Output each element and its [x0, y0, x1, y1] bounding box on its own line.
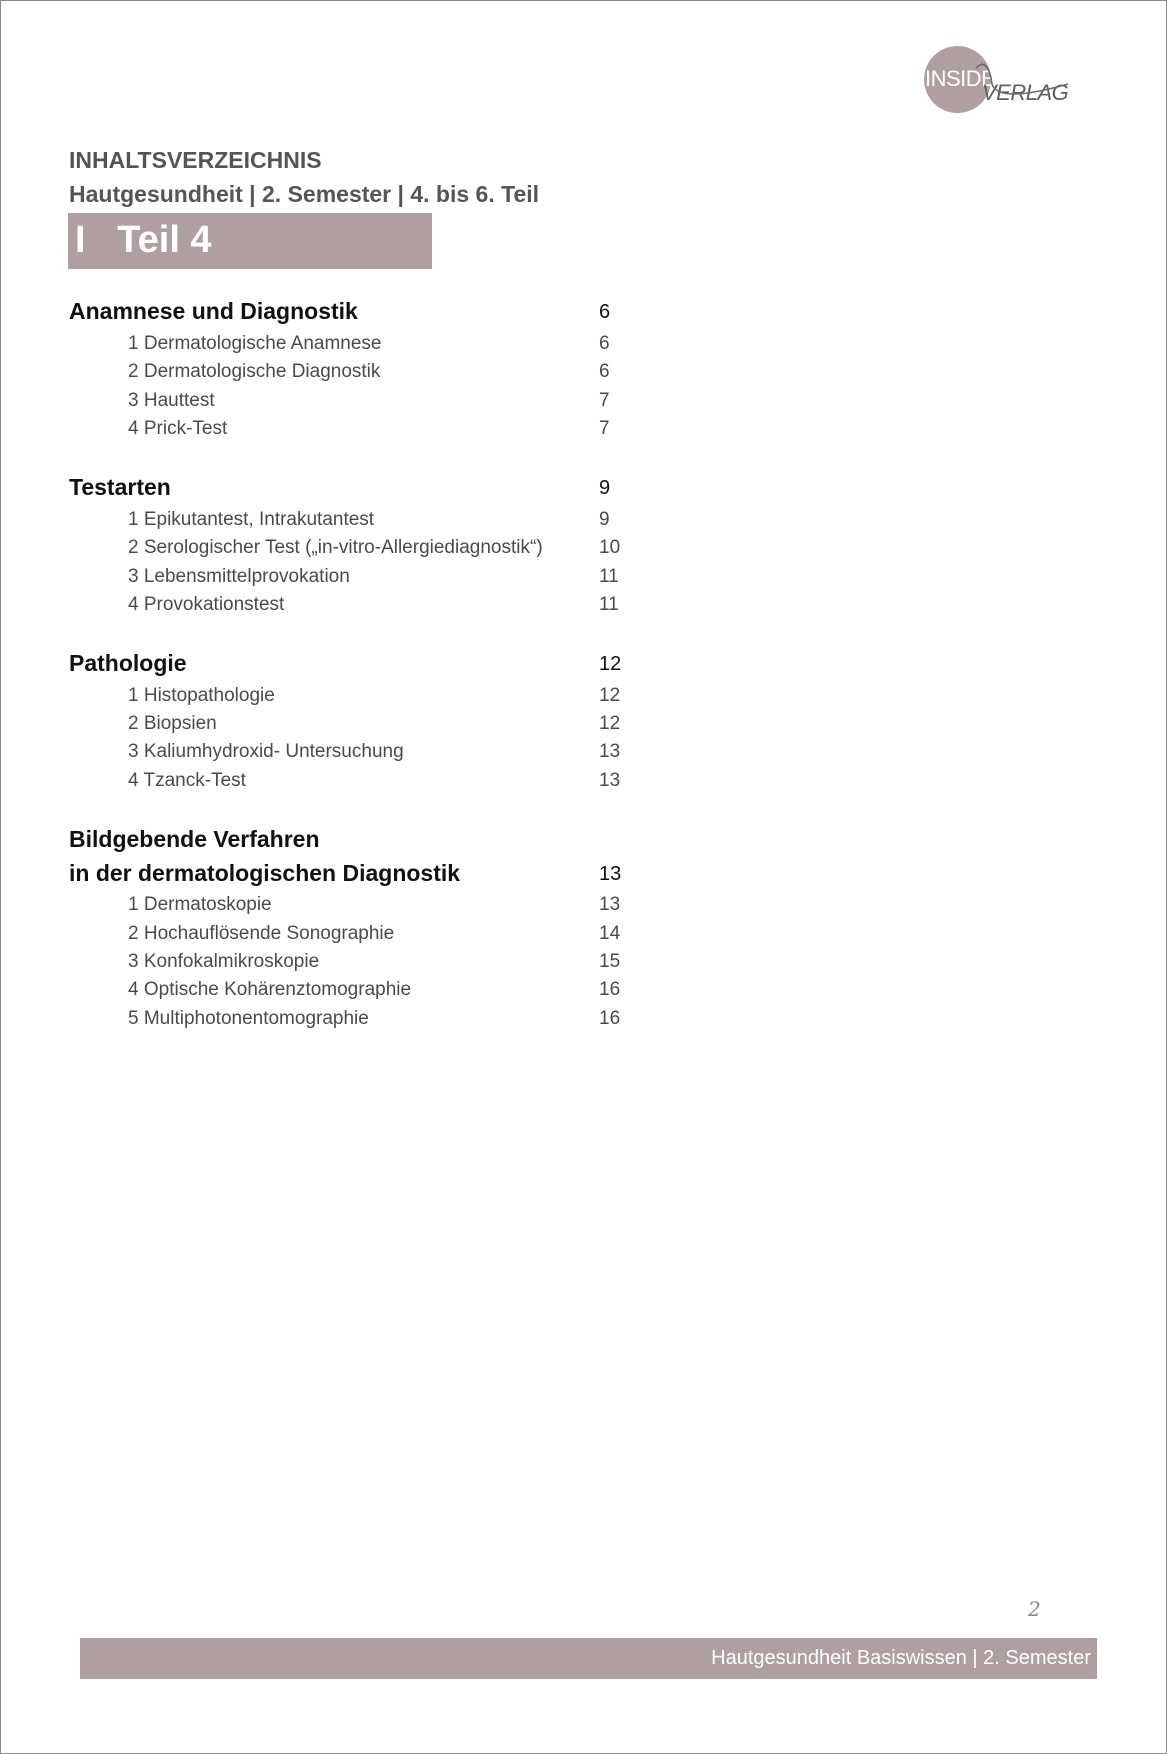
entry-page: 15: [599, 951, 621, 972]
toc-entry[interactable]: [0, 979, 700, 1009]
entry-label: 1 Dermatologische Anamnese: [128, 333, 382, 354]
chapter-title-continued: in der dermatologischen Diagnostik: [69, 860, 461, 886]
entry-page: 13: [599, 770, 621, 791]
entry-label: 2 Serologischer Test („in-vitro-Allergiediagnostik“): [128, 537, 543, 558]
toc-chapter[interactable]: [0, 474, 700, 504]
entry-label: 3 Konfokalmikroskopie: [128, 951, 320, 972]
publisher-logo: [918, 44, 1078, 124]
entry-label: 2 Hochauflösende Sonographie: [128, 923, 395, 944]
toc-entry[interactable]: [0, 333, 700, 363]
toc-chapter-line2[interactable]: [0, 860, 700, 890]
entry-page: 10: [599, 537, 621, 558]
toc-entry[interactable]: [0, 923, 700, 953]
part-banner: [68, 213, 432, 269]
entry-page: 14: [599, 923, 621, 944]
entry-page: 13: [599, 741, 621, 762]
logo-swoosh: [918, 44, 1078, 124]
entry-page: 12: [599, 685, 621, 706]
entry-page: 13: [599, 894, 621, 915]
footer-bar: [80, 1638, 1097, 1679]
toc-entry[interactable]: [0, 1008, 700, 1038]
toc-chapter[interactable]: [0, 650, 700, 680]
entry-label: 1 Histopathologie: [128, 685, 275, 706]
chapter-title: Testarten: [69, 474, 171, 500]
part-title: I Teil 4: [75, 219, 212, 261]
entry-page: 16: [599, 1008, 621, 1029]
entry-page: 16: [599, 979, 621, 1000]
toc-entry[interactable]: [0, 361, 700, 391]
entry-page: 7: [599, 418, 610, 439]
entry-label: 1 Epikutantest, Intrakutantest: [128, 509, 375, 530]
entry-page: 7: [599, 390, 610, 411]
entry-page: 11: [599, 566, 619, 587]
toc-entry[interactable]: [0, 741, 700, 771]
toc-entry[interactable]: [0, 594, 700, 624]
chapter-title: Bildgebende Verfahren: [69, 826, 320, 852]
chapter-page: 12: [599, 653, 622, 675]
toc-entry[interactable]: [0, 390, 700, 420]
document-subtitle: Hautgesundheit | 2. Semester | 4. bis 6. Teil: [69, 181, 540, 207]
entry-label: 1 Dermatoskopie: [128, 894, 272, 915]
entry-label: 3 Lebensmittelprovokation: [128, 566, 350, 587]
chapter-title: Pathologie: [69, 650, 187, 676]
page-number: 2: [1028, 1597, 1041, 1621]
chapter-page: 13: [599, 863, 622, 885]
entry-page: 12: [599, 713, 621, 734]
entry-label: 4 Prick-Test: [128, 418, 228, 439]
chapter-title: Anamnese und Diagnostik: [69, 298, 358, 324]
toc-chapter[interactable]: [0, 298, 700, 328]
toc-entry[interactable]: [0, 509, 700, 539]
entry-page: 11: [599, 594, 619, 615]
toc-entry[interactable]: [0, 685, 700, 715]
entry-label: 4 Optische Kohärenztomographie: [128, 979, 412, 1000]
entry-label: 4 Provokationstest: [128, 594, 285, 615]
toc-entry[interactable]: [0, 951, 700, 981]
footer-text: Hautgesundheit Basiswissen | 2. Semester: [711, 1647, 1091, 1669]
entry-label: 3 Kaliumhydroxid- Untersuchung: [128, 741, 404, 762]
document-title: INHALTSVERZEICHNIS: [69, 147, 322, 173]
entry-page: 9: [599, 509, 610, 530]
logo-text-inside: INSIDE: [925, 66, 996, 91]
entry-page: 6: [599, 333, 610, 354]
toc-entry[interactable]: [0, 418, 700, 448]
entry-label: 5 Multiphotonentomographie: [128, 1008, 369, 1029]
toc-chapter-line1[interactable]: [0, 826, 700, 856]
entry-label: 3 Hauttest: [128, 390, 215, 411]
toc-entry[interactable]: [0, 894, 700, 924]
toc-entry[interactable]: [0, 770, 700, 800]
toc-entry[interactable]: [0, 566, 700, 596]
entry-page: 6: [599, 361, 610, 382]
entry-label: 2 Biopsien: [128, 713, 217, 734]
toc-entry[interactable]: [0, 713, 700, 743]
logo-text-verlag: VERLAG: [982, 80, 1069, 105]
chapter-page: 9: [599, 477, 611, 499]
toc-entry[interactable]: [0, 537, 700, 567]
chapter-page: 6: [599, 301, 611, 323]
entry-label: 4 Tzanck-Test: [128, 770, 246, 791]
entry-label: 2 Dermatologische Diagnostik: [128, 361, 381, 382]
